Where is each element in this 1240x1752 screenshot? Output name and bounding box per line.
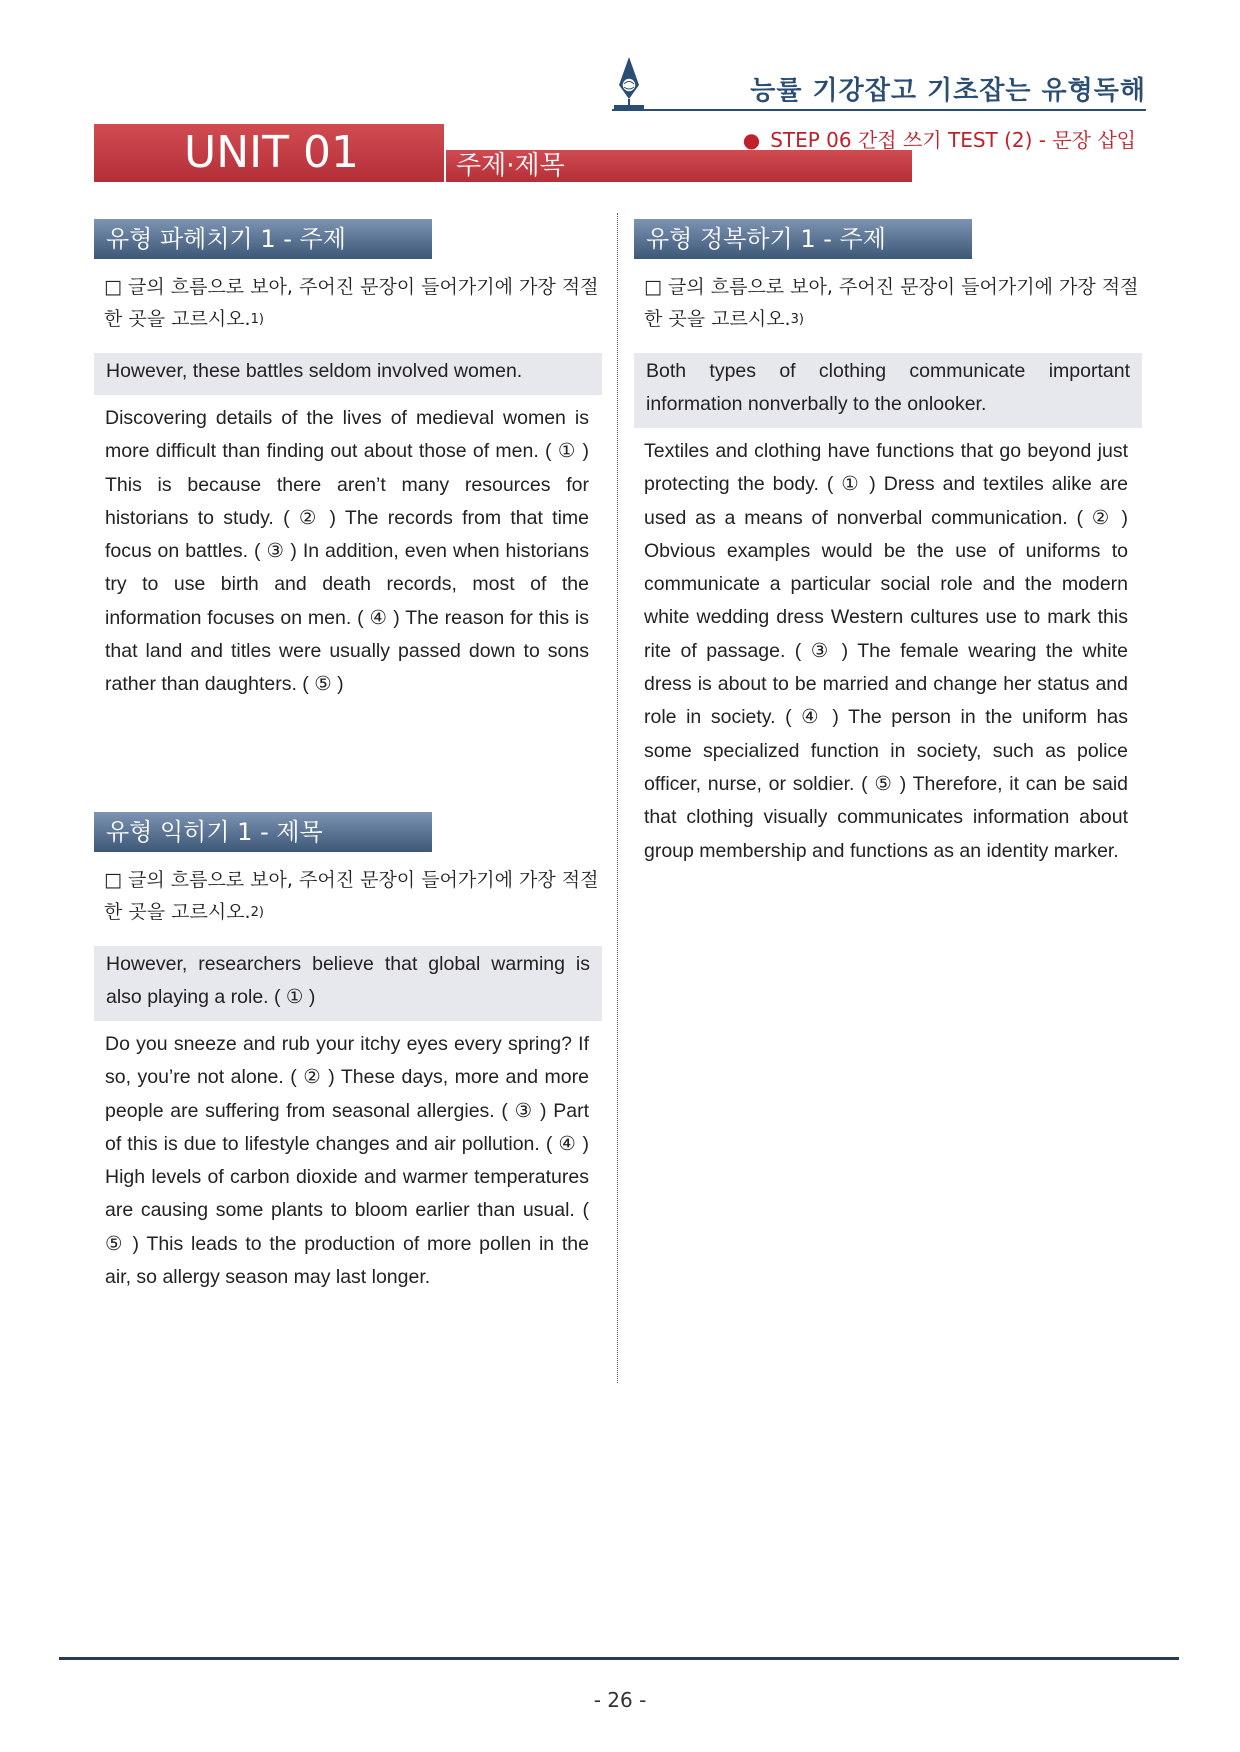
section-heading: 유형 익히기 1 - 제목: [94, 812, 432, 852]
passage: Discovering details of the lives of medieval women is more difficult than finding out about those of men. ( ① ) This is because there aren’t many resources for historians to study. ( ② ) The records from that time focus on battles. ( ③ ) In addition, even when historians try to use birth and death records, most of the information focuses on men. ( ④ ) The reason for this is that land and titles were usually passed down to sons rather than daughters. ( ⑤ ): [105, 407, 589, 696]
topic-label: 주제·제목: [446, 150, 912, 182]
footnote-marker: 2): [250, 905, 264, 920]
passage: Textiles and clothing have functions that go beyond just protecting the body. ( ① ) Dress and textiles alike are used as a means of nonverbal communication. ( ② ) Obvious examples would be the use of uniforms to communicate a particular social role and the modern white wedding dress Western cultures use to mark this rite of passage. ( ③ ) The female wearing the white dress is about to be married and change her status and role in society. ( ④ ) The person in the uniform has some specialized function in society, such as police officer, nurse, or soldier. ( ⑤ ) Therefore, it can be said that clothing visually communicates information about group membership and functions as an identity marker.: [644, 440, 1128, 862]
passage: Do you sneeze and rub your itchy eyes every spring? If so, you’re not alone. ( ② ) These days, more and more people are suffering from seasonal allergies. ( ③ ) Part of this is due to lifestyle changes and air pollution. ( ④ ) High levels of carbon dioxide and warmer temperatures are causing some plants to bloom earlier than usual. ( ⑤ ) This leads to the production of more pollen in the air, so allergy season may last longer.: [105, 1033, 589, 1289]
instruction: [644, 271, 1144, 336]
step-line: [716, 124, 1136, 153]
instruction-text: □ 글의 흐름으로 보아, 주어진 문장이 들어가기에 가장 적절한 곳을 고르시오.: [104, 869, 599, 923]
instruction-text: □ 글의 흐름으로 보아, 주어진 문장이 들어가기에 가장 적절한 곳을 고르시오.: [104, 276, 599, 330]
column-divider: [617, 213, 618, 1383]
step-label: STEP 06 간접 쓰기 TEST (2) - 문장 삽입: [770, 128, 1136, 152]
given-sentence: Both types of clothing communicate important information nonverbally to the onlooker.: [634, 353, 1142, 428]
page-number: - 26 -: [593, 1688, 647, 1712]
header-title: 능률 기강잡고 기초잡는 유형독해: [750, 76, 1146, 106]
given-sentence: However, these battles seldom involved women.: [94, 353, 602, 395]
pen-nib-globe-icon: [612, 55, 646, 113]
header-rule: [612, 109, 1146, 111]
section-heading: 유형 정복하기 1 - 주제: [634, 219, 972, 259]
footer-rule: [59, 1657, 1179, 1660]
section-heading: 유형 파헤치기 1 - 주제: [94, 219, 432, 259]
footnote-marker: 1): [250, 312, 264, 327]
footnote-marker: 3): [790, 312, 804, 327]
bullet-dot-icon: ●: [742, 128, 761, 152]
given-sentence: However, researchers believe that global warming is also playing a role. ( ① ): [94, 946, 602, 1021]
unit-label: UNIT 01: [94, 124, 444, 182]
instruction: [104, 864, 604, 929]
instruction-text: □ 글의 흐름으로 보아, 주어진 문장이 들어가기에 가장 적절한 곳을 고르시오.: [644, 276, 1139, 330]
instruction: [104, 271, 604, 336]
